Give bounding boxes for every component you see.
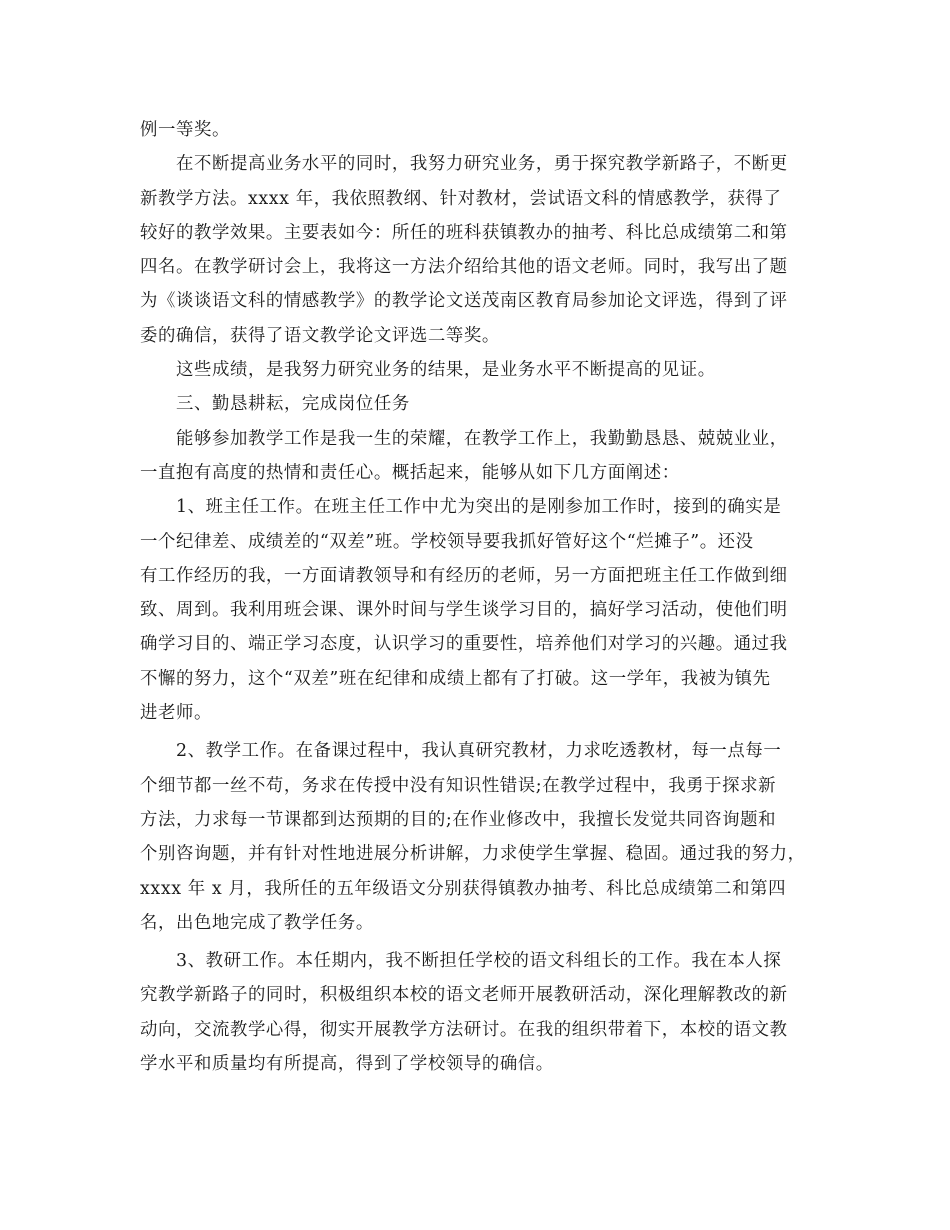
text-line: 方法，力求每一节课都到达预期的目的;在作业修改中，我擅长发觉共同咨询题和 [140, 809, 777, 830]
text-line: 2、教学工作。在备课过程中，我认真研究教材，力求吃透教材，每一点每一 [176, 741, 782, 762]
text-line: 在不断提高业务水平的同时，我努力研究业务，勇于探究教学新路子，不断更 [176, 154, 788, 175]
text-line: 学水平和质量均有所提高，得到了学校领导的确信。 [140, 1054, 554, 1075]
text-line: 致、周到。我利用班会课、课外时间与学生谈学习目的，搞好学习活动，使他们明 [140, 600, 788, 621]
text-line: 个细节都一丝不苟，务求在传授中没有知识性错误;在教学过程中，我勇于探求新 [140, 775, 777, 796]
text-line: 名，出色地完成了教学任务。 [140, 912, 374, 933]
text-line: 3、教研工作。本任期内，我不断担任学校的语文科组长的工作。我在本人探 [176, 951, 782, 972]
text-line: 委的确信，获得了语文教学论文评选二等奖。 [140, 325, 500, 346]
text-line: 动向，交流教学心得，彻实开展教学方法研讨。在我的组织带着下，本校的语文教 [140, 1019, 788, 1040]
text-line: 这些成绩，是我努力研究业务的结果，是业务水平不断提高的见证。 [176, 360, 716, 381]
text-line: 进老师。 [140, 703, 212, 724]
text-line: 确学习目的、端正学习态度，认识学习的重要性，培养他们对学习的兴趣。通过我 [140, 634, 788, 655]
text-line: 个别咨询题，并有针对性地进展分析讲解，力求使学生掌握、稳固。通过我的努力， [140, 844, 806, 865]
document-body [140, 113, 827, 1081]
text-line: 一个纪律差、成绩差的“双差”班。学校领导要我抓好管好这个“烂摊子”。还没 [140, 531, 754, 552]
text-line: 究教学新路子的同时，积极组织本校的语文老师开展教研活动，深化理解教改的新 [140, 985, 788, 1006]
section-heading: 三、勤恳耕耘，完成岗位任务 [176, 394, 410, 415]
text-line: xxxx 年 x 月，我所任的五年级语文分别获得镇教办抽考、科比总成绩第二和第四 [140, 878, 787, 899]
text-line: 例一等奖。 [140, 120, 230, 140]
text-line: 不懈的努力，这个“双差”班在纪律和成绩上都有了打破。这一学年，我被为镇先 [140, 668, 771, 689]
text-line: 四名。在教学研讨会上，我将这一方法介绍给其他的语文老师。同时，我写出了题 [140, 257, 788, 278]
text-line: 较好的教学效果。主要表如今：所任的班科获镇教办的抽考、科比总成绩第二和第 [140, 222, 788, 243]
text-line: 新教学方法。xxxx 年，我依照教纲、针对教材，尝试语文科的情感教学，获得了 [140, 188, 782, 209]
text-line: 为《谈谈语文科的情感教学》的教学论文送茂南区教育局参加论文评选，得到了评 [140, 291, 788, 312]
text-line: 能够参加教学工作是我一生的荣耀，在教学工作上，我勤勤恳恳、兢兢业业， [176, 428, 788, 449]
text-line: 一直抱有高度的热情和责任心。概括起来，能够从如下几方面阐述： [140, 462, 680, 483]
text-line: 有工作经历的我，一方面请教领导和有经历的老师，另一方面把班主任工作做到细 [140, 565, 788, 586]
text-line: 1、班主任工作。在班主任工作中尤为突出的是刚参加工作时，接到的确实是 [176, 497, 782, 518]
